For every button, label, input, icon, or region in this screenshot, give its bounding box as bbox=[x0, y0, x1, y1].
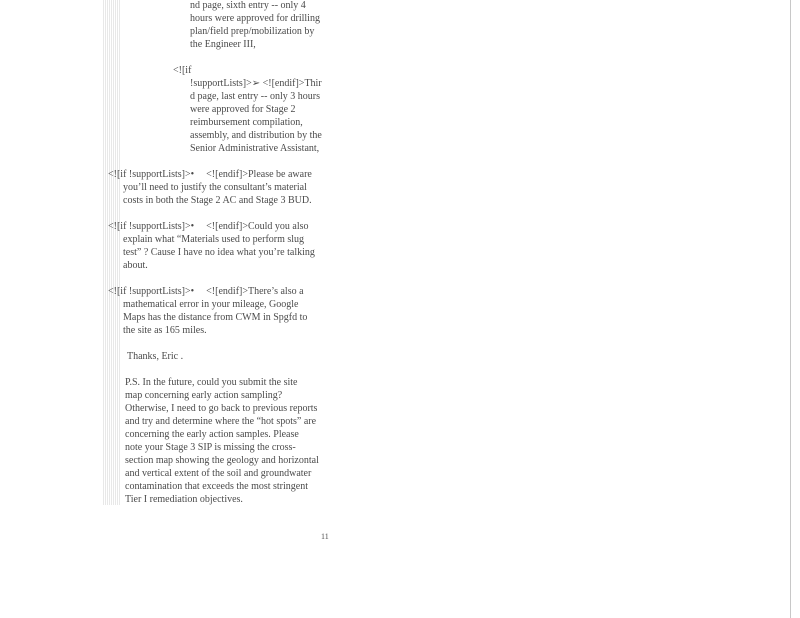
item-third-page-last-entry bbox=[190, 77, 322, 155]
text-line: <![endif]>Please be aware bbox=[206, 169, 312, 180]
quoted-text-bar bbox=[103, 0, 120, 505]
text-line: concerning the early action samples. Please bbox=[125, 429, 299, 440]
text-line: <![endif]>Could you also bbox=[206, 221, 309, 232]
text-line: mathematical error in your mileage, Google bbox=[123, 299, 299, 310]
text-line: P.S. In the future, could you submit the site bbox=[125, 377, 298, 388]
text-line: test” ? Cause I have no idea what you’re talking bbox=[123, 247, 315, 258]
text-line: nd page, sixth entry -- only 4 bbox=[190, 0, 306, 11]
bullet-mileage-body bbox=[123, 298, 307, 337]
text-line: costs in both the Stage 2 AC and Stage 3 BUD. bbox=[123, 195, 312, 206]
page-number: 11 bbox=[321, 532, 329, 541]
bullet-slug-test-first-line bbox=[108, 220, 309, 233]
text-line: reimbursement compilation, bbox=[190, 117, 303, 128]
bullet-marker: <![if !supportLists]>• bbox=[108, 169, 195, 180]
text-line: note your Stage 3 SIP is missing the cross- bbox=[125, 442, 296, 453]
text-line: about. bbox=[123, 260, 148, 271]
item-second-page-sixth-entry bbox=[190, 0, 320, 51]
bullet-material-costs-body bbox=[123, 181, 312, 207]
text-line: were approved for Stage 2 bbox=[190, 104, 296, 115]
text-line: explain what “Materials used to perform slug bbox=[123, 234, 305, 245]
text-line: <![endif]>There’s also a bbox=[206, 286, 304, 297]
text-line: Otherwise, I need to go back to previous reports bbox=[125, 403, 318, 414]
text-line: plan/field prep/mobilization by bbox=[190, 26, 315, 37]
signoff-text: Thanks, Eric . bbox=[127, 351, 184, 362]
text-line: d page, last entry -- only 3 hours bbox=[190, 91, 320, 102]
conditional-open-marker: <![if bbox=[173, 65, 192, 76]
text-line: contamination that exceeds the most stringent bbox=[125, 481, 309, 492]
text-line: Maps has the distance from CWM in Spgfd to bbox=[123, 312, 308, 323]
page-edge-line bbox=[790, 0, 791, 618]
bullet-mileage-first-line bbox=[108, 285, 304, 298]
text-line: section map showing the geology and horizontal bbox=[125, 455, 319, 466]
text-line: and vertical extent of the soil and groundwater bbox=[125, 468, 312, 479]
text-line: the site as 165 miles. bbox=[123, 325, 207, 336]
text-line: map concerning early action sampling? bbox=[125, 390, 283, 401]
bullet-material-costs-first-line bbox=[108, 168, 312, 181]
bullet-marker: <![if !supportLists]>• bbox=[108, 286, 195, 297]
text-line: you’ll need to justify the consultant’s material bbox=[123, 182, 307, 193]
text-line: !supportLists]>➢ <![endif]>Thir bbox=[190, 78, 322, 89]
bullet-slug-test-body bbox=[123, 233, 315, 272]
postscript-paragraph bbox=[125, 376, 319, 506]
text-line: Senior Administrative Assistant, bbox=[190, 143, 320, 154]
bullet-marker: <![if !supportLists]>• bbox=[108, 221, 195, 232]
text-line: hours were approved for drilling bbox=[190, 13, 320, 24]
text-line: and try and determine where the “hot spots” are bbox=[125, 416, 317, 427]
text-line: the Engineer III, bbox=[190, 39, 256, 50]
text-line: Tier I remediation objectives. bbox=[125, 494, 243, 505]
text-line: assembly, and distribution by the bbox=[190, 130, 322, 141]
